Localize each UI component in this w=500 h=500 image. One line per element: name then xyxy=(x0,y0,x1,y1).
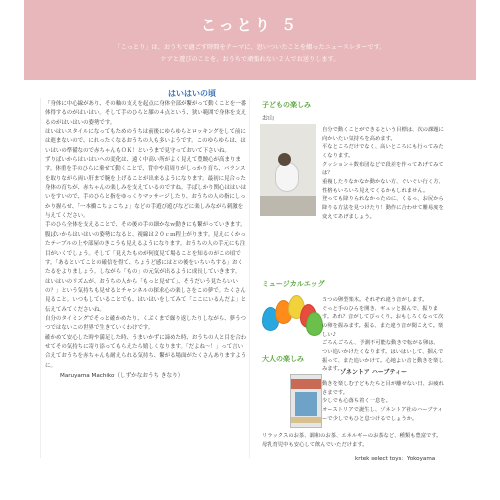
egg-paragraph: ５つの卵型楽木。それぞれ違う音がします。 xyxy=(322,297,428,303)
egg-paragraph: ぐっと手のひらを開き、ギュッと握んで、振ります。あれ？音がしてびっくり。おもしろくなって次の卵を握みます。振る、また違う音が聞こえて。楽しい♪ xyxy=(322,305,444,338)
musical-eggs-photo xyxy=(262,294,320,336)
adult-heading: 大人の楽しみ xyxy=(262,355,304,363)
article-paragraph: ずりばいからはいはいへの変化は、遠く中高い所がよく見えて豊饒心が高まります。体重を手のひらに乗せて動くことで、背中や肩周りがしっかり育ち、バランスを取りながら両い肝まで腕を上げることが出来るようになります。最初に見合った身体の育ちが、赤ちゃんの楽しみを支えているのですね。手ばしかり関心ははいはいをすいので、手のひらと指をゆっくりマッサージしたり、おうちの人の指にしっかり握らせ、「一本橋こちょこちょ」などの手遊び遊びなどに楽しみながら刺激を与えてください。 xyxy=(45,157,247,220)
egg-text xyxy=(322,296,444,374)
main-article xyxy=(40,98,250,458)
article-paragraph: はいはいのリズムが、おうちの人から「もっと見せて」、そうだいう見たらいいの？」という気持ちも見せるとチャンネルの探求心の楽しさをこの夢で。たくさん見ること。いつもしていることでも、はいはいをしてみて「ここにいるんだよ」と伝えてみてくださいね。 xyxy=(45,278,247,313)
child-head-icon xyxy=(278,153,291,166)
credit-line: krtek select toys：Yokoyama xyxy=(355,456,436,462)
herbal-tea-photo xyxy=(290,374,322,428)
adult-paragraph: 少しでも心落ち着く一息を。 xyxy=(322,398,391,405)
article-paragraph: 手のひら全体を支えることで、その後の手の細かなｗ動きにも繋がっていきます。 xyxy=(45,222,246,229)
kids-item-name: お山 xyxy=(262,115,275,122)
newsletter-title: こっとり ５ xyxy=(201,16,299,34)
article-author: Maruyama Machiko（しずかなおうち きなり） xyxy=(60,373,184,379)
adult-paragraph: 母乳育児中も安心して飲んでいただけます。 xyxy=(262,441,368,448)
article-paragraph: 「身体に中心線があり、その軸の支えを起点に身体全部が繋がって動くことを一番体得するのがはいはい。そして手のひらと膝の４点という、狭い範囲で身体を支えるのがはいはいの姿勢です。 xyxy=(45,101,247,126)
crawling-child-photo xyxy=(260,124,316,216)
adult-paragraph: リラックスのお茶、調和のお茶、エネルギーのお茶など、種類も豊富です。 xyxy=(262,433,442,439)
kids-paragraph: 平なところだけでなく、高いところにも行ってみたくなります。 xyxy=(322,144,444,159)
article-paragraph: 自分のタイミングでそっと確かめたり、くぷくまで繰り返したりしながら、夢うつつではないこの世界で生きていくわけです。 xyxy=(45,315,246,332)
kids-paragraph: クッション＋数布団などで段差を作ってあげてみては？ xyxy=(322,161,444,177)
egg-paragraph: ごろんごろん、予測不可能な動きで転がる卵は、つい追いかけたくなります。はいはいして、掴んで振って、また追いかけて。心地よい音と動きを楽しみます。 xyxy=(322,340,444,373)
adult-paragraph: 動きを楽しむ子どもたちと目が離せない日、お疲れさまです。 xyxy=(322,381,444,396)
main-article-text xyxy=(45,100,247,371)
article-paragraph: 確かめて安心した時や満足した時、うまいかずに諦めた時、おうちの人と目を合わせてその気持ちに寄り添ってもらえたら嬉しくなります。「だよね～！」って言い合えておうちを赤ちゃんも耐えられる気持ち、繋がる場面がたくさんありますように。 xyxy=(45,334,247,369)
kids-paragraph: 自分で動くことができるという目標は、次の課題に向かいたい気持ちを高めます。 xyxy=(322,127,444,142)
egg-icon xyxy=(306,312,323,336)
article-paragraph: 腹ばいからはいはいの姿勢になると、視線は２０ｃｍ程上がります。見えにくかったテーブルの上や部屋のきこうも見えるようになります。おうちの人の手元にも注目がいくでしょう。そして「見えたものが何度見て場ることを知るのがこの頃です。「あるといてことの確信を得て、ちょうど感にはとの後をいちいちする」おくたるをよりましょう。しながら「もの」の元気が出るように成長していきます。 xyxy=(45,231,246,276)
intro-line-1: 「こっとり」は、おうちで過ごす時間をテーマに、思いついたことを綴ったニュースレターです。 xyxy=(114,44,386,51)
adult-text-wide xyxy=(262,432,462,449)
header-banner xyxy=(24,0,476,80)
section-title: はいはいの頃 xyxy=(168,89,216,98)
kids-paragraph: 登っても降りられなかったのに、くるっ、お尻から降りる方法を見つけたり！動作に合わせて難易度を変えてあげましょう。 xyxy=(322,196,444,220)
child-icon xyxy=(275,162,299,192)
kids-heading: 子どもの楽しみ xyxy=(262,101,311,109)
kids-paragraph: 重複したりなかなか動かない方、ぐいぐい行く方、性格もいろいろ見えてくるかもしれません。 xyxy=(322,178,444,194)
article-paragraph: はいはいスタイルになってもためのうちは前後にゆらゆらとロッキングをして前には進まないので、にれったくなるおうちの人も多いようです。このゆらゆらは、はいはいの準備なので赤ちゃんもＯＫ！というまで見守っておいて下さいね。 xyxy=(45,129,246,154)
egg-heading: ミュージカルエッグ xyxy=(262,280,325,288)
adult-paragraph: オーストリアで誕生し、ゾネントア社のハーブティーで少しでもひと息つけるでしょうか。 xyxy=(322,406,443,422)
intro-line-2: ケアと遊びのことを、おうちで頑張れない２人でお送りします。 xyxy=(160,56,340,63)
adult-item-name: ゾネントア ハーブティー xyxy=(340,369,408,376)
kids-text xyxy=(322,126,444,221)
adult-text xyxy=(322,380,444,423)
